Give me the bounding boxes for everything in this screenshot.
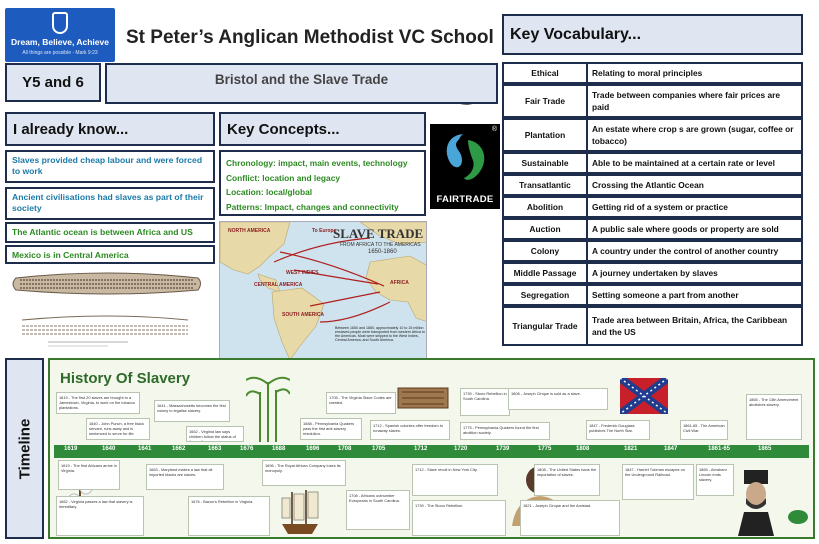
school-logo <box>5 8 115 62</box>
vocab-definition: An estate where crop s are grown (sugar, coffee or tobacco) <box>586 118 803 152</box>
vocab-definition: Crossing the Atlantic Ocean <box>586 174 803 196</box>
vocab-term: Auction <box>502 218 586 240</box>
vocab-term: Plantation <box>502 118 586 152</box>
timeline-year: 1821 <box>624 446 638 452</box>
know-item: Slaves provided cheap labour and were forced to work <box>5 150 215 183</box>
map-subtitle: FROM AFRICA TO THE AMERICAS <box>340 242 421 248</box>
timeline-year: 1688 <box>272 446 286 452</box>
timeline-card: 1641 - Massachusetts becomes the first colony to legalise slavery. <box>154 400 230 422</box>
already-know-heading: I already know... <box>5 112 215 146</box>
vocab-definition: A country under the control of another country <box>586 240 803 262</box>
vocab-row <box>502 284 803 306</box>
vocab-row <box>502 262 803 284</box>
timeline-card: 1808 - Joseph Cinque is sold as a slave. <box>508 388 608 410</box>
timeline-card: 1688 - Pennsylvania Quakers pass the first anti-slavery resolution. <box>300 418 362 440</box>
timeline-year: 1663 <box>208 446 222 452</box>
timeline-year: 1847 <box>664 446 678 452</box>
timeline-card: 1662 - Virginia law says children follow the status of the mother. <box>186 426 244 442</box>
vocab-term: Sustainable <box>502 152 586 174</box>
vocab-term: Colony <box>502 240 586 262</box>
sailing-ship-illustration <box>278 488 322 536</box>
timeline-card: 1676 - Bacon's Rebellion in Virginia. <box>188 496 270 536</box>
topic-title: Bristol and the Slave Trade <box>105 63 498 104</box>
fairtrade-label: FAIRTRADE <box>436 194 494 205</box>
vocab-definition: Getting rid of a system or practice <box>586 196 803 218</box>
timeline-card: 1663 - Maryland makes a law that all imported blacks are slaves. <box>146 464 224 490</box>
label-west-indies: WEST INDIES <box>286 270 319 276</box>
label-central-america: CENTRAL AMERICA <box>254 282 303 288</box>
logo-subtitle: All things are possible - Mark 9:23 <box>22 50 98 56</box>
vocab-term: Middle Passage <box>502 262 586 284</box>
confederate-flag-icon <box>620 378 668 414</box>
fairtrade-mark-icon <box>438 130 492 188</box>
timeline-year: 1705 <box>372 446 386 452</box>
vocab-term: Fair Trade <box>502 84 586 118</box>
label-europe: To Europe <box>312 228 337 234</box>
concept-item: Patterns: Impact, changes and connectivity <box>226 201 399 212</box>
label-north-america: NORTH AMERICA <box>228 228 271 234</box>
timeline-card: 1847 - Harriet Tubman escapes on the Underground Railroad. <box>622 464 694 500</box>
timeline-year: 1808 <box>576 446 590 452</box>
registered-mark: ® <box>491 126 497 133</box>
timeline-year: 1641 <box>138 446 152 452</box>
timeline-label: Timeline <box>16 418 33 479</box>
vocab-row <box>502 152 803 174</box>
timeline-card: 1705 - The Virginia Slave Codes are created. <box>326 392 396 414</box>
vocab-row <box>502 218 803 240</box>
vocab-row <box>502 306 803 346</box>
vocab-term: Segregation <box>502 284 586 306</box>
timeline-title: History Of Slavery <box>60 370 191 387</box>
timeline-card: 1619 - The first Africans arrive in Virginia. <box>58 460 120 490</box>
timeline-card: 1739 - The Stono Rebellion. <box>412 500 506 536</box>
slave-trade-map <box>219 221 427 361</box>
timeline-card: 1696 - The Royal African Company loses its monopoly. <box>262 460 346 486</box>
timeline-card: 1712 - Slave revolt in New York City. <box>412 464 498 496</box>
timeline-year: 1775 <box>538 446 552 452</box>
concept-item: Location: local/global <box>226 187 313 197</box>
vocab-row <box>502 174 803 196</box>
timeline-year: 1739 <box>496 446 510 452</box>
know-item: Ancient civilisations had slaves as part of their society <box>5 187 215 220</box>
logo-motto: Dream, Believe, Achieve <box>11 37 109 47</box>
timeline-card: 1708 - Africans outnumber Europeans in South Carolina. <box>346 490 410 530</box>
vocab-term: Abolition <box>502 196 586 218</box>
timeline-year: 1865 <box>758 446 772 452</box>
timeline-year: 1696 <box>306 446 320 452</box>
vocab-term: Ethical <box>502 62 586 84</box>
school-title: St Peter’s Anglican Methodist VC School <box>126 27 494 48</box>
vocab-row <box>502 118 803 152</box>
timeline-card: 1775 - Pennsylvania Quakers found the first abolition society. <box>460 422 550 440</box>
timeline-year: 1712 <box>414 446 428 452</box>
vocab-definition: A public sale where goods or property are sold <box>586 218 803 240</box>
timeline-card: 1808 - The United States bans the importation of slaves. <box>534 464 600 496</box>
timeline-year: 1676 <box>240 446 254 452</box>
timeline-side-label <box>5 358 44 539</box>
timeline-year: 1708 <box>338 446 352 452</box>
timeline-card: 1847 - Frederick Douglass publishes The North Star. <box>586 420 650 440</box>
timeline-year: 1861-65 <box>708 446 731 452</box>
vocab-definition: Able to be maintained at a certain rate or level <box>586 152 803 174</box>
vocab-definition: Trade between companies where fair prices are paid <box>586 84 803 118</box>
timeline-panel <box>48 358 815 539</box>
timeline-card: 1865 - Abraham Lincoln ends slavery. <box>696 464 734 496</box>
key-concepts-heading: Key Concepts... <box>219 112 426 146</box>
year-group-box: Y5 and 6 <box>5 63 101 102</box>
concept-item: Chronology: impact, main events, technology <box>226 158 408 168</box>
timeline-card: 1865 - The 13th Amendment abolishes slavery. <box>746 394 802 440</box>
twinkl-logo-icon <box>788 510 808 524</box>
timeline-card: 1821 - Joseph Cinque and the Amistad. <box>520 500 620 536</box>
cotton-gin-illustration <box>394 380 454 414</box>
fairtrade-logo <box>430 124 500 209</box>
concept-item: Conflict: location and legacy <box>226 172 341 183</box>
vocab-row <box>502 196 803 218</box>
label-south-america: SOUTH AMERICA <box>282 312 325 318</box>
timeline-year: 1640 <box>102 446 116 452</box>
timeline-year: 1662 <box>172 446 186 452</box>
timeline-year: 1619 <box>64 446 78 452</box>
timeline-card: 1662 - Virginia passes a law that slavery is hereditary. <box>56 496 144 536</box>
vocab-row <box>502 62 803 84</box>
lincoln-portrait <box>738 470 774 536</box>
key-concepts-list <box>219 150 426 216</box>
key-vocabulary-heading: Key Vocabulary... <box>502 14 803 55</box>
label-africa: AFRICA <box>390 280 409 286</box>
vocab-term: Transatlantic <box>502 174 586 196</box>
map-title: SLAVE TRADE <box>333 226 424 241</box>
map-note: Between 1650 and 1860, approximately 10 to 15 million enslaved people were transported from western Africa to the Americas. Most were shipped to the West Indies, Central America, and South America. <box>335 326 425 343</box>
know-item: The Atlantic ocean is between Africa and US <box>5 222 215 243</box>
timeline-card: 1861-65 - The American Civil War. <box>680 420 728 440</box>
timeline-card: 1739 - Stono Rebellion in South Carolina. <box>460 388 510 416</box>
vocab-definition: Setting someone a part from another <box>586 284 803 306</box>
timeline-bar <box>54 445 809 458</box>
map-years: 1650-1860 <box>368 249 397 255</box>
slave-ship-diagram <box>8 268 208 353</box>
crest-icon <box>52 12 68 34</box>
vocab-definition: Relating to moral principles <box>586 62 803 84</box>
vocab-definition: A journey undertaken by slaves <box>586 262 803 284</box>
timeline-card: 1712 - Spanish colonies offer freedom to runaway slaves. <box>370 420 450 440</box>
know-item: Mexico is in Central America <box>5 245 215 264</box>
timeline-card: 1619 - The first 20 slaves are brought to a Jamestown, Virginia, to work on the tobacco plantations. <box>56 392 140 414</box>
timeline-year: 1720 <box>454 446 468 452</box>
sugar-cane-illustration <box>246 372 290 442</box>
vocab-row <box>502 240 803 262</box>
vocab-row <box>502 84 803 118</box>
timeline-card: 1640 - John Punch, a free black servant, runs away and is sentenced to serve for life. <box>86 418 150 440</box>
vocab-definition: Trade area between Britain, Africa, the Caribbean and the US <box>586 306 803 346</box>
vocab-term: Triangular Trade <box>502 306 586 346</box>
